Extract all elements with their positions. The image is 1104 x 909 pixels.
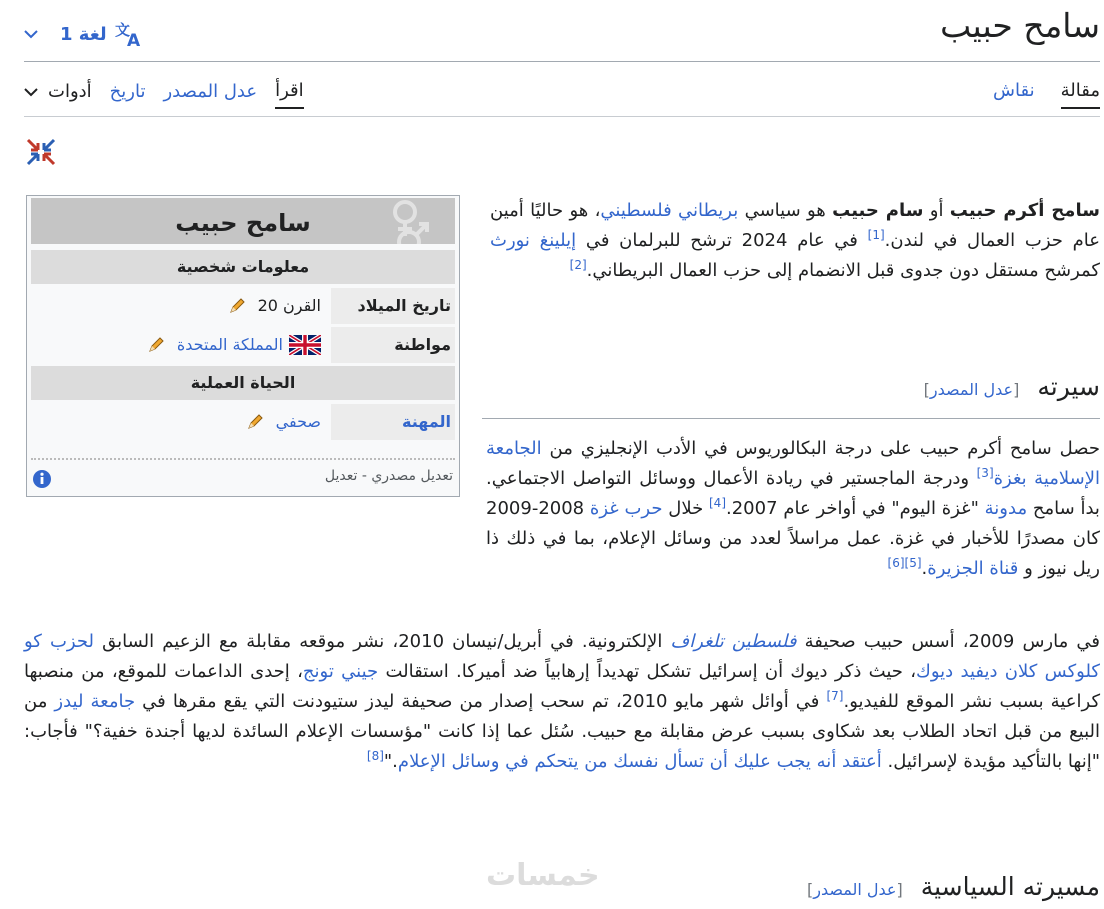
section-title: مسيرته السياسية	[920, 872, 1100, 901]
link-jenny-tonge[interactable]: جيني تونج	[302, 661, 379, 682]
edit-source-link[interactable]: عدل المصدر	[929, 380, 1014, 399]
language-count: 1 لغة	[60, 23, 107, 45]
link-british-palestinian[interactable]: بريطاني فلسطيني	[600, 200, 739, 221]
occupation-label[interactable]: المهنة	[331, 404, 455, 440]
ref-3[interactable]: [3]	[976, 466, 994, 480]
ref-5-6[interactable]: [5][6]	[887, 556, 922, 570]
nationality-label: مواطنة	[331, 327, 455, 363]
tab-edit-source[interactable]: عدل المصدر	[163, 81, 258, 102]
link-islamic-university-gaza[interactable]: الجامعة الإسلامية بغزة	[486, 438, 1100, 489]
section-edit: [عدل المصدر]	[923, 380, 1020, 399]
section-title: سيرته	[1037, 372, 1100, 401]
infobox-name: سامح حبيب	[175, 209, 311, 237]
page-title: سامح حبيب	[940, 6, 1100, 45]
link-ealing-north[interactable]: إيلينغ نورث	[490, 230, 577, 251]
infobox-row-nationality	[31, 327, 455, 363]
link-who-controls-media[interactable]: أعتقد أنه يجب عليك أن تسأل نفسك من يتحكم في وسائل الإعلام	[397, 751, 882, 772]
chevron-down-icon	[24, 87, 38, 97]
tab-talk[interactable]: نقاش	[993, 80, 1035, 101]
pencil-icon[interactable]	[147, 336, 165, 354]
subject-name: سامح أكرم حبيب	[949, 200, 1100, 221]
tab-history[interactable]: تاريخ	[109, 81, 146, 102]
title-divider	[24, 61, 1100, 62]
section-heading-political-career	[807, 872, 1100, 901]
svg-text:A: A	[126, 31, 140, 47]
ref-2[interactable]: [2]	[569, 258, 587, 272]
link-gaza-war[interactable]: حرب غزة	[589, 498, 663, 519]
chevron-down-icon	[24, 29, 38, 39]
edit-source-link[interactable]: عدل المصدر	[813, 880, 897, 899]
ref-7[interactable]: [7]	[826, 689, 844, 703]
biography-paragraph-1: حصل سامح أكرم حبيب على درجة البكالوريوس في الأدب الإنجليزي من الجامعة الإسلامية بغزة[3] ودرجة الماجستير في ريادة الأعمال ووسائل التواصل الاجتماعي. بدأ سامح مدونة "غزة اليوم" في أواخر عام 2007.[4] خلال حرب غزة 2008-2009 كان مصدرًا للأخبار في غزة. عمل مراسلاً لعدد من وسائل الإعلام، بما في ذلك ذا ريل نيوز و قناة الجزيرة.[5][6]	[486, 438, 1100, 579]
merge-arrows-icon[interactable]	[26, 138, 56, 166]
translate-icon	[115, 21, 143, 47]
ref-4[interactable]: [4]	[708, 496, 726, 510]
section-edit: [عدل المصدر]	[807, 880, 903, 899]
link-kkk-david-duke[interactable]: لحزب كو كلوكس كلان ديفيد ديوك	[24, 631, 1100, 682]
occupation-value[interactable]: صحفي	[275, 412, 321, 431]
biography-paragraph-2: في مارس 2009، أسس حبيب صحيفة فلسطين تلغراف الإلكترونية. في أبريل/نيسان 2010، نشر موقعه مقابلة مع الزعيم السابق لحزب كو كلوكس كلان ديفيد ديوك، حيث ذكر ديوك أن إسرائيل تشكل تهديداً إرهابياً ضد أميركا. استقالت جيني تونج، إحدى الداعمات للموقع، من منصبها كراعية بسبب نشر الموقع للفيديو.[7] في أوائل شهر مايو 2010، تم سحب إصدار من صحيفة ليدز ستيودنت التي يقع مقرها في جامعة ليدز من البيع من قبل اتحاد الطلاب بعد شكاوى بسبب عرض مقابلة مع حبيب. سُئل عما إذا كانت "مؤسسات الإعلام السائدة لديها أجندة خفية؟" فأجاب: "إنها بالتأكيد مؤيدة لإسرائيل. أعتقد أنه يجب عليك أن تسأل نفسك من يتحكم في وسائل الإعلام."[8]	[24, 631, 1101, 772]
infobox-edit-links[interactable]: تعديل مصدري - تعديل	[324, 468, 453, 484]
section-divider	[482, 418, 1100, 419]
tools-label: أدوات	[48, 81, 92, 102]
infobox-personal-header: معلومات شخصية	[31, 250, 455, 284]
infobox-title-bar	[31, 198, 455, 244]
site-watermark: خمسات	[486, 858, 600, 893]
tab-article[interactable]: مقالة	[1061, 80, 1100, 109]
svg-text:文: 文	[114, 21, 130, 39]
birth-value: القرن 20	[257, 296, 321, 315]
tools-menu[interactable]	[24, 81, 92, 108]
view-tabs	[24, 80, 304, 109]
link-leeds-university[interactable]: جامعة ليدز	[54, 691, 136, 712]
namespace-tabs	[993, 80, 1100, 109]
infobox-row-birth	[31, 288, 455, 324]
subject-alt-name: سام حبيب	[832, 200, 924, 221]
link-blog[interactable]: مدونة	[984, 498, 1028, 519]
link-palestine-telegraph[interactable]: فلسطين تلغراف	[670, 631, 797, 652]
tabs-divider	[24, 116, 1100, 117]
language-button[interactable]	[24, 14, 143, 54]
ref-8[interactable]: [8]	[366, 749, 384, 763]
gender-symbol-icon	[383, 198, 455, 244]
tab-read[interactable]: اقرأ	[275, 80, 304, 109]
link-al-jazeera[interactable]: قناة الجزيرة	[927, 558, 1019, 579]
birth-label: تاريخ الميلاد	[331, 288, 455, 324]
nationality-value[interactable]: المملكة المتحدة	[176, 335, 283, 354]
intro-paragraph: سامح أكرم حبيب أو سام حبيب هو سياسي بريطاني فلسطيني، هو حاليًا أمين عام حزب العمال في لندن.[1] في عام 2024 ترشح للبرلمان في إيلينغ نورث كمرشح مستقل دون جدوى قبل الانضمام إلى حزب العمال البريطاني.[2]	[490, 200, 1100, 281]
pencil-icon[interactable]	[246, 413, 264, 431]
section-heading-biography	[924, 372, 1100, 401]
uk-flag-icon	[289, 335, 321, 355]
ref-1[interactable]: [1]	[867, 228, 885, 242]
pencil-icon[interactable]	[228, 297, 246, 315]
infobox-career-header: الحياة العملية	[31, 366, 455, 400]
